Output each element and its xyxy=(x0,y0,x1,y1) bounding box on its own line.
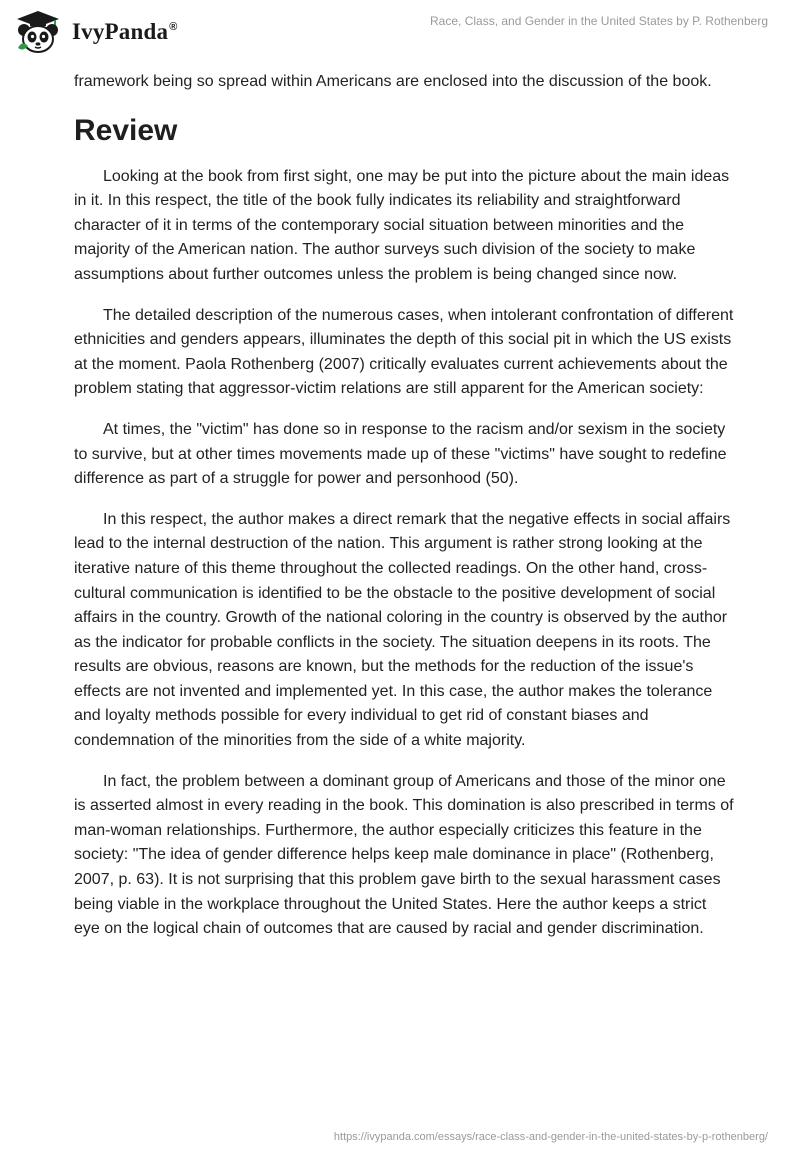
source-url-link[interactable]: https://ivypanda.com/essays/race-class-and-gender-in-the-united-states-by-p-rothenberg/ xyxy=(333,1131,768,1143)
intro-fragment: framework being so spread within Americans are enclosed into the discussion of the book. xyxy=(74,73,712,90)
block-quote: At times, the "victim" has done so in response to the racism and/or sexism in the society to survive, but at other times movements made up of these "victims" have sought to redefine difference as part of a struggle for power and personhood (50). xyxy=(74,420,727,488)
registered-mark: ® xyxy=(169,21,178,34)
section-heading-review: Review xyxy=(74,113,178,147)
paragraph: In fact, the problem between a dominant group of Americans and those of the minor one is asserted almost in every reading in the book. This domination is also prescribed in terms of man-woman relationships. Furthermore, the author especially criticizes this feature in the society: "The idea of gender difference helps keep male dominance in place" (Rothenberg, 2007, p. 63). It is not surprising that this problem gave birth to the sexual harassment cases being viable in the workplace throughout the United States. Here the author keeps a strict eye on the logical chain of outcomes that are caused by racial and gender discrimination. xyxy=(74,772,734,938)
paragraph: In this respect, the author makes a direct remark that the negative effects in social affairs lead to the internal destruction of the nation. This argument is rather strong looking at the iterative nature of this theme throughout the collected readings. On the other hand, cross-cultural communication is identified to be the obstacle to the positive development of social affairs in the country. Growth of the national coloring in the country is observed by the author as the indicator for probable conflicts in the society. The situation deepens in its roots. The results are obvious, reasons are known, but the methods for the reduction of the issue's effects are not invented and implemented yet. In this case, the author makes the tolerance and loyalty methods possible for every individual to get rid of constant biases and condemnation of the minorities from the side of a white majority. xyxy=(74,510,731,750)
page-header xyxy=(0,0,800,62)
panda-graduate-icon xyxy=(14,8,62,56)
paragraph: The detailed description of the numerous cases, when intolerant confrontation of different ethnicities and genders appears, illuminates the depth of this social pit in which the US exists at the moment. Paola Rothenberg (2007) critically evaluates current achievements about the problem stating that aggressor-victim relations are still apparent for the American society: xyxy=(74,306,734,398)
essay-body xyxy=(74,70,734,958)
document-title: Race, Class, and Gender in the United States by P. Rothenberg xyxy=(430,14,768,28)
brand-logo[interactable] xyxy=(14,8,178,56)
paragraph: Looking at the book from first sight, one may be put into the picture about the main ideas in it. In this respect, the title of the book fully indicates its reliability and straightforward character of it in terms of the contemporary social situation between minorities and the majority of the American nation. The author surveys such division of the society to make assumptions about further outcomes unless the problem is being changed since now. xyxy=(74,167,730,283)
brand-name: IvyPanda® xyxy=(72,19,178,44)
